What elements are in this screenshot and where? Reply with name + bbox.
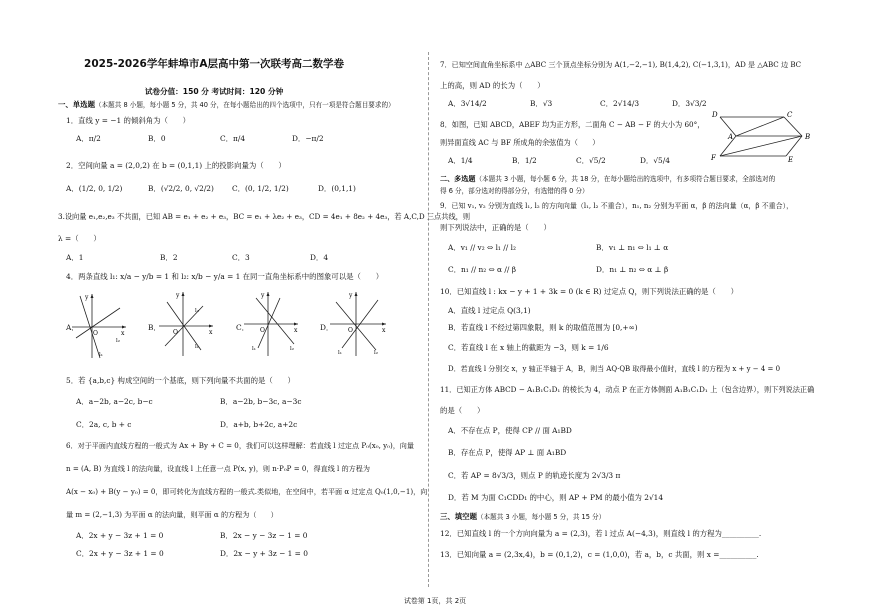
- graph-l1-label: l₁: [99, 352, 103, 358]
- q6-option-d: D．2x − y + 3z − 1 = 0: [220, 549, 308, 558]
- section-note: （本题共 3 小题，每小题 6 分，共 18 分，在每小题给出的选项中，有多项符合题目要求，全部选对的: [475, 175, 776, 183]
- q4-option-d: D．: [320, 323, 334, 332]
- q8-option-b: B．1/2: [512, 156, 537, 165]
- graph-l2-label: l₂: [290, 346, 294, 352]
- graph-y-label: y: [176, 292, 180, 299]
- graph-l2-label: l₂: [374, 350, 378, 356]
- q5-option-c: C．2a, c, b + c: [76, 420, 132, 429]
- section-label: 二、多选题: [440, 174, 476, 183]
- graph-y-label: y: [85, 294, 89, 301]
- question-9: 9．已知 v₁, v₂ 分别为直线 l₁, l₂ 的方向向量（l₁, l₂ 不重合），n₁, n₂ 分别为平面 α，β 的法向量（α，β 不重合），: [440, 202, 794, 210]
- q3-option-b: B．2: [160, 253, 178, 262]
- q5-option-b: B．a−2b, b−3c, a−3c: [220, 397, 302, 406]
- q4-graph-d: [326, 288, 388, 358]
- fig-label-a: A: [728, 133, 734, 141]
- q8-option-d: D．√5/4: [640, 156, 670, 165]
- graph-origin-label: O: [173, 329, 178, 336]
- q7-option-a: A．3√14/2: [448, 99, 487, 108]
- graph-l1-label: l₁: [338, 350, 342, 356]
- graph-y-label: y: [349, 292, 353, 299]
- q4-option-a: A．: [66, 323, 79, 332]
- q1-option-d: D．−π/2: [292, 134, 324, 143]
- q2-option-a: A．(1/2, 0, 1/2): [66, 184, 123, 193]
- graph-x-label: x: [121, 330, 125, 337]
- question-13: 13．已知向量 a = (2,3x,4)，b = (0,1,2)，c = (1,0,0)，若 a，b，c 共面，则 x =__________.: [440, 550, 759, 559]
- graph-l1-label: l₁: [252, 346, 256, 352]
- q4-option-c: C．: [236, 323, 250, 332]
- question-7-cont: 上的高，则 AD 的长为（ ）: [440, 81, 545, 90]
- q11-option-c: C．若 AP = 8√3/3，则点 P 的轨迹长度为 2√3/3 π: [448, 471, 621, 480]
- section-single-choice: [58, 99, 395, 110]
- section-label: 一、单选题: [58, 100, 95, 109]
- q10-option-c: C．若直线 l 在 x 轴上的截距为 −3，则 k = 1/6: [448, 343, 609, 352]
- question-4: 4．两条直线 l₁: x/a − y/b = 1 和 l₂: x/b − y/a = 1 在同一直角坐标系中的图象可以是（ ）: [66, 272, 384, 281]
- section-multi-choice-note2: 得 6 分，部分选对的得部分分，有选错的得 0 分）: [440, 187, 589, 195]
- graph-x-label: x: [294, 327, 298, 334]
- graph-l2-label: l₂: [116, 338, 120, 344]
- graph-x-label: x: [382, 327, 386, 334]
- q8-option-c: C．√5/2: [576, 156, 606, 165]
- question-8-cont: 则异面直线 AC 与 BF 所成角的余弦值为（ ）: [440, 138, 600, 147]
- graph-l2-label: l₂: [195, 308, 199, 314]
- q5-option-d: D．a+b, b+2c, a+2c: [220, 420, 298, 429]
- question-8: 8．如图，已知 ABCD，ABEF 均为正方形，二面角 C − AB − F 的大小为 60°，: [440, 120, 705, 129]
- question-6-line2: n = (A, B) 为直线 l 的法向量，设直线 l 上任意一点 P(x, y)，则 n·P₀P = 0，得直线 l 的方程为: [66, 464, 370, 473]
- q6-option-c: C．2x + y − 3z + 1 = 0: [76, 549, 164, 558]
- q10-option-a: A．直线 l 过定点 Q(3,1): [448, 306, 531, 315]
- page-footer: 试卷第 1页，共 2页: [403, 597, 467, 605]
- q6-option-b: B．2x − y − 3z − 1 = 0: [220, 531, 308, 540]
- graph-origin-label: O: [93, 330, 98, 337]
- section-fill-in: [440, 511, 605, 522]
- fig-label-e: E: [788, 156, 794, 164]
- q7-option-d: D．3√3/2: [672, 99, 707, 108]
- q10-option-b: B．若直线 l 不经过第四象限，则 k 的取值范围为 [0,+∞): [448, 323, 638, 332]
- graph-origin-label: O: [260, 327, 265, 334]
- question-7: 7．已知空间直角坐标系中 △ABC 三个顶点坐标分别为 A(1,−2,−1), B(1,4,2), C(−1,3,1)，AD 是 △ABC 边 BC: [440, 60, 802, 69]
- question-3-cont: λ =（ ）: [58, 234, 101, 243]
- section-multi-choice: [440, 173, 775, 184]
- q11-option-a: A．不存在点 P，使得 CP // 面 A₁BD: [448, 426, 572, 435]
- fig-label-b: B: [805, 133, 811, 141]
- q4-graph-c: [240, 288, 300, 358]
- question-5: 5．若 {a,b,c} 构成空间的一个基底，则下列向量不共面的是（ ）: [66, 376, 295, 385]
- q4-graph-b: [155, 288, 215, 358]
- q9-option-c: C．n₁ // n₂ ⇔ α // β: [448, 265, 517, 274]
- q11-option-b: B．存在点 P，使得 AP ⊥ 面 A₁BD: [448, 448, 567, 457]
- column-divider: [428, 52, 429, 587]
- fig-label-d: D: [712, 111, 718, 119]
- q1-option-c: C．π/4: [220, 134, 246, 143]
- question-6-line3: A(x − x₀) + B(y − y₀) = 0，即可转化为直线方程的一般式.类似地，在空间中，若平面 α 过定点 Q₀(1,0,−1)，向: [66, 487, 428, 496]
- q2-option-c: C．(0, 1/2, 1/2): [232, 184, 289, 193]
- question-3: 3.设向量 e₁,e₂,e₃ 不共面，已知 AB = e₁ + e₂ + e₃，BC = e₁ + λe₂ + e₃，CD = 4e₁ + 8e₂ + 4e₃，若 A,C,D 三点共线，则: [58, 212, 471, 221]
- question-11: 11．已知正方体 ABCD − A₁B₁C₁D₁ 的棱长为 4，动点 P 在正方体侧面 A₁B₁C₁D₁ 上（包含边界），则下列说法正确: [440, 385, 815, 394]
- q4-option-b: B．: [148, 323, 161, 332]
- section-note: （本题共 3 小题，每小题 5 分，共 15 分）: [476, 513, 606, 521]
- q3-option-a: A．1: [66, 253, 84, 262]
- fig-label-c: C: [787, 111, 793, 119]
- question-6-line1: 6．对于平面内直线方程的一般式为 Ax + By + C = 0，我们可以这样理解：若直线 l 过定点 P₀(x₀, y₀)，向量: [66, 441, 414, 450]
- q8-figure: [706, 108, 816, 168]
- q6-option-a: A．2x + y − 3z + 1 = 0: [76, 531, 164, 540]
- q7-option-b: B．√3: [530, 99, 553, 108]
- fig-label-f: F: [711, 154, 716, 162]
- q1-option-a: A．π/2: [76, 134, 101, 143]
- question-1: 1．直线 y = −1 的倾斜角为（ ）: [66, 116, 191, 125]
- q5-option-a: A．a−2b, a−2c, b−c: [76, 397, 153, 406]
- question-12: 12．已知直线 l 的一个方向向量为 a = (2,3)，若 l 过点 A(−4,3)，则直线 l 的方程为__________.: [440, 529, 762, 538]
- q10-option-d: D．若直线 l 分别交 x，y 轴正半轴于 A，B，则当 AQ·QB 取得最小值时，直线 l 的方程为 x + y − 4 = 0: [448, 365, 781, 373]
- section-note: （本题共 8 小题，每小题 5 分，共 40 分，在每小题给出的四个选项中，只有一项是符合题目要求的）: [94, 101, 395, 109]
- q9-option-a: A．v₁ // v₂ ⇔ l₁ // l₂: [448, 243, 516, 252]
- q11-option-d: D．若 M 为面 C₁CDD₁ 的中心，则 AP + PM 的最小值为 2√14: [448, 493, 664, 502]
- question-6-line4: 量 m = (2,−1,3) 为平面 α 的法向量，则平面 α 的方程为（ ）: [66, 510, 278, 519]
- q8-option-a: A．1/4: [448, 156, 473, 165]
- graph-origin-label: O: [348, 327, 353, 334]
- exam-title: 2025-2026学年蚌埠市A层高中第一次联考高二数学卷: [84, 58, 344, 70]
- q9-option-b: B．v₁ ⊥ n₁ ⇔ l₁ ⊥ α: [596, 243, 669, 252]
- q3-option-d: D．4: [310, 253, 329, 262]
- graph-y-label: y: [261, 292, 265, 299]
- question-2: 2．空间向量 a = (2,0,2) 在 b = (0,1,1) 上的投影向量为（ ）: [66, 161, 286, 170]
- question-10: 10．已知直线 l : kx − y + 1 + 3k = 0 (k ∈ R) 过定点 Q，则下列说法正确的是（ ）: [440, 287, 738, 296]
- q2-option-d: D．(0,1,1): [318, 184, 356, 193]
- q9-option-d: D．n₁ ⊥ n₂ ⇔ α ⊥ β: [596, 265, 669, 274]
- exam-meta: 试卷分值：150 分 考试时间：120 分钟: [144, 87, 284, 96]
- q7-option-c: C．2√14/3: [600, 99, 640, 108]
- section-label: 三、填空题: [440, 512, 477, 521]
- q2-option-b: B．(√2/2, 0, √2/2): [148, 184, 214, 193]
- q1-option-b: B．0: [148, 134, 166, 143]
- question-9-cont: 则下列说法中，正确的是（ ）: [440, 223, 551, 232]
- q4-graph-a: [68, 290, 128, 360]
- question-11-cont: 的是（ ）: [440, 406, 485, 415]
- q3-option-c: C．3: [232, 253, 250, 262]
- graph-x-label: x: [209, 329, 213, 336]
- graph-l1-label: l₁: [195, 344, 199, 350]
